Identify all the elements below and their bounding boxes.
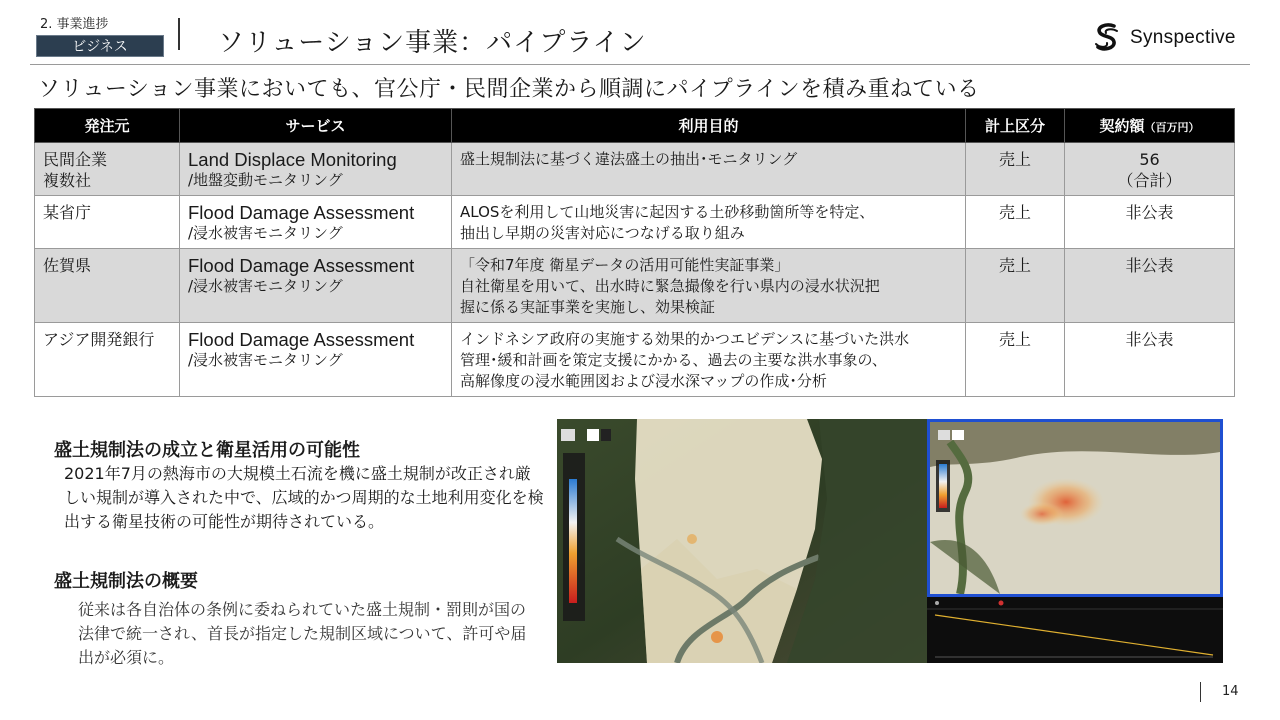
- cell-client-line: 複数社: [43, 171, 92, 190]
- regulation-overview-body: 従来は各自治体の条例に委ねられていた盛土規制・罰則が国の法律で統一され、首長が指定した規制区域について、許可や届出が必須に。: [78, 600, 527, 667]
- cell-purpose: [452, 249, 966, 323]
- logo-text: Synspective: [1130, 27, 1236, 48]
- cell-service-name: Flood Damage Assessment: [188, 255, 415, 276]
- page-subtitle: ソリューション事業においても、官公庁・民間企業から順調にパイプラインを積み重ねている: [38, 77, 980, 102]
- cell-service-sub: /地盤変動モニタリング: [188, 171, 343, 189]
- regulation-overview-title: 盛土規制法の概要: [54, 571, 198, 592]
- cell-amount-line: 非公表: [1125, 330, 1174, 349]
- page-title: ソリューション事業：パイプライン: [218, 28, 647, 58]
- cell-category: 売上: [966, 143, 1065, 196]
- cell-purpose-line: 抽出し早期の災害対応につなげる取り組み: [460, 224, 745, 242]
- cell-service: [180, 249, 452, 323]
- cell-purpose-line: ALOSを利用して山地災害に起因する土砂移動箇所等を特定、: [460, 203, 875, 221]
- cell-client-line: 某省庁: [43, 203, 92, 222]
- table-row: [35, 323, 1235, 397]
- table-row: [35, 196, 1235, 249]
- cell-purpose-line: 管理･緩和計画を策定支援にかかる、過去の主要な洪水事象の、: [460, 351, 887, 369]
- satellite-image-panel: [557, 419, 1223, 663]
- cell-amount: [1065, 249, 1235, 323]
- cell-purpose: [452, 323, 966, 397]
- header-amount: [1065, 109, 1235, 143]
- header-purpose: 利用目的: [452, 109, 966, 143]
- cell-client-line: アジア開発銀行: [43, 330, 155, 349]
- header-category: 計上区分: [966, 109, 1065, 143]
- displacement-timeseries-chart: [927, 597, 1223, 663]
- synspective-logo-icon: [1092, 22, 1122, 54]
- cell-purpose-line: 自社衛星を用いて、出水時に緊急撮像を行い県内の浸水状況把: [460, 277, 880, 295]
- cell-amount-line: （合計）: [1117, 171, 1182, 190]
- cell-purpose: [452, 143, 966, 196]
- cell-purpose-line: 「令和7年度 衛星データの活用可能性実証事業」: [460, 256, 790, 274]
- footer-divider: [1200, 682, 1201, 702]
- company-logo: [1092, 22, 1236, 54]
- page-number: 14: [1222, 684, 1239, 699]
- cell-purpose: [452, 196, 966, 249]
- satellite-map-left: [557, 419, 927, 663]
- cell-purpose-line: 盛土規制法に基づく違法盛土の抽出･モニタリング: [460, 150, 798, 168]
- cell-client: [35, 249, 180, 323]
- cell-amount: [1065, 196, 1235, 249]
- cell-amount: [1065, 323, 1235, 397]
- cell-client-line: 民間企業: [43, 150, 108, 169]
- pipeline-table: [34, 108, 1235, 397]
- regulation-section-title: 盛土規制法の成立と衛星活用の可能性: [54, 440, 360, 461]
- cell-client: [35, 323, 180, 397]
- header-amount-label: 契約額: [1099, 117, 1145, 135]
- cell-purpose-line: 高解像度の浸水範囲図および浸水深マップの作成･分析: [460, 372, 827, 390]
- table-row: [35, 249, 1235, 323]
- cell-amount-line: 非公表: [1125, 203, 1174, 222]
- header-service: サービス: [180, 109, 452, 143]
- cell-amount-line: 非公表: [1125, 256, 1174, 275]
- cell-category: 売上: [966, 249, 1065, 323]
- cell-category: 売上: [966, 323, 1065, 397]
- cell-service-sub: /浸水被害モニタリング: [188, 277, 343, 295]
- cell-service-name: Flood Damage Assessment: [188, 202, 415, 223]
- section-tag: ビジネス: [36, 35, 164, 57]
- regulation-section-body: 2021年7月の熱海市の大規模土石流を機に盛土規制が改正され厳しい規制が導入された中で、広域的かつ周期的な土地利用変化を検出する衛星技術の可能性が期待されている。: [64, 464, 544, 531]
- cell-service-sub: /浸水被害モニタリング: [188, 351, 343, 369]
- header-amount-unit: （百万円）: [1144, 121, 1200, 134]
- satellite-map-right-highlighted: [927, 419, 1223, 597]
- table-header-row: [35, 109, 1235, 143]
- section-label: 2. 事業進捗: [40, 17, 109, 32]
- cell-service-name: Flood Damage Assessment: [188, 329, 415, 350]
- cell-service-name: Land Displace Monitoring: [188, 149, 397, 170]
- title-divider: [178, 18, 180, 50]
- cell-category: 売上: [966, 196, 1065, 249]
- cell-amount-line: 56: [1139, 150, 1160, 169]
- table-row: [35, 143, 1235, 196]
- cell-client: [35, 196, 180, 249]
- cell-client: [35, 143, 180, 196]
- cell-purpose-line: インドネシア政府の実施する効果的かつエビデンスに基づいた洪水: [460, 330, 910, 348]
- cell-service: [180, 323, 452, 397]
- cell-service: [180, 196, 452, 249]
- cell-amount: [1065, 143, 1235, 196]
- header-client: 発注元: [35, 109, 180, 143]
- cell-service-sub: /浸水被害モニタリング: [188, 224, 343, 242]
- cell-purpose-line: 握に係る実証事業を実施し、効果検証: [460, 298, 716, 316]
- cell-service: [180, 143, 452, 196]
- header-rule: [30, 64, 1250, 65]
- cell-client-line: 佐賀県: [43, 256, 92, 275]
